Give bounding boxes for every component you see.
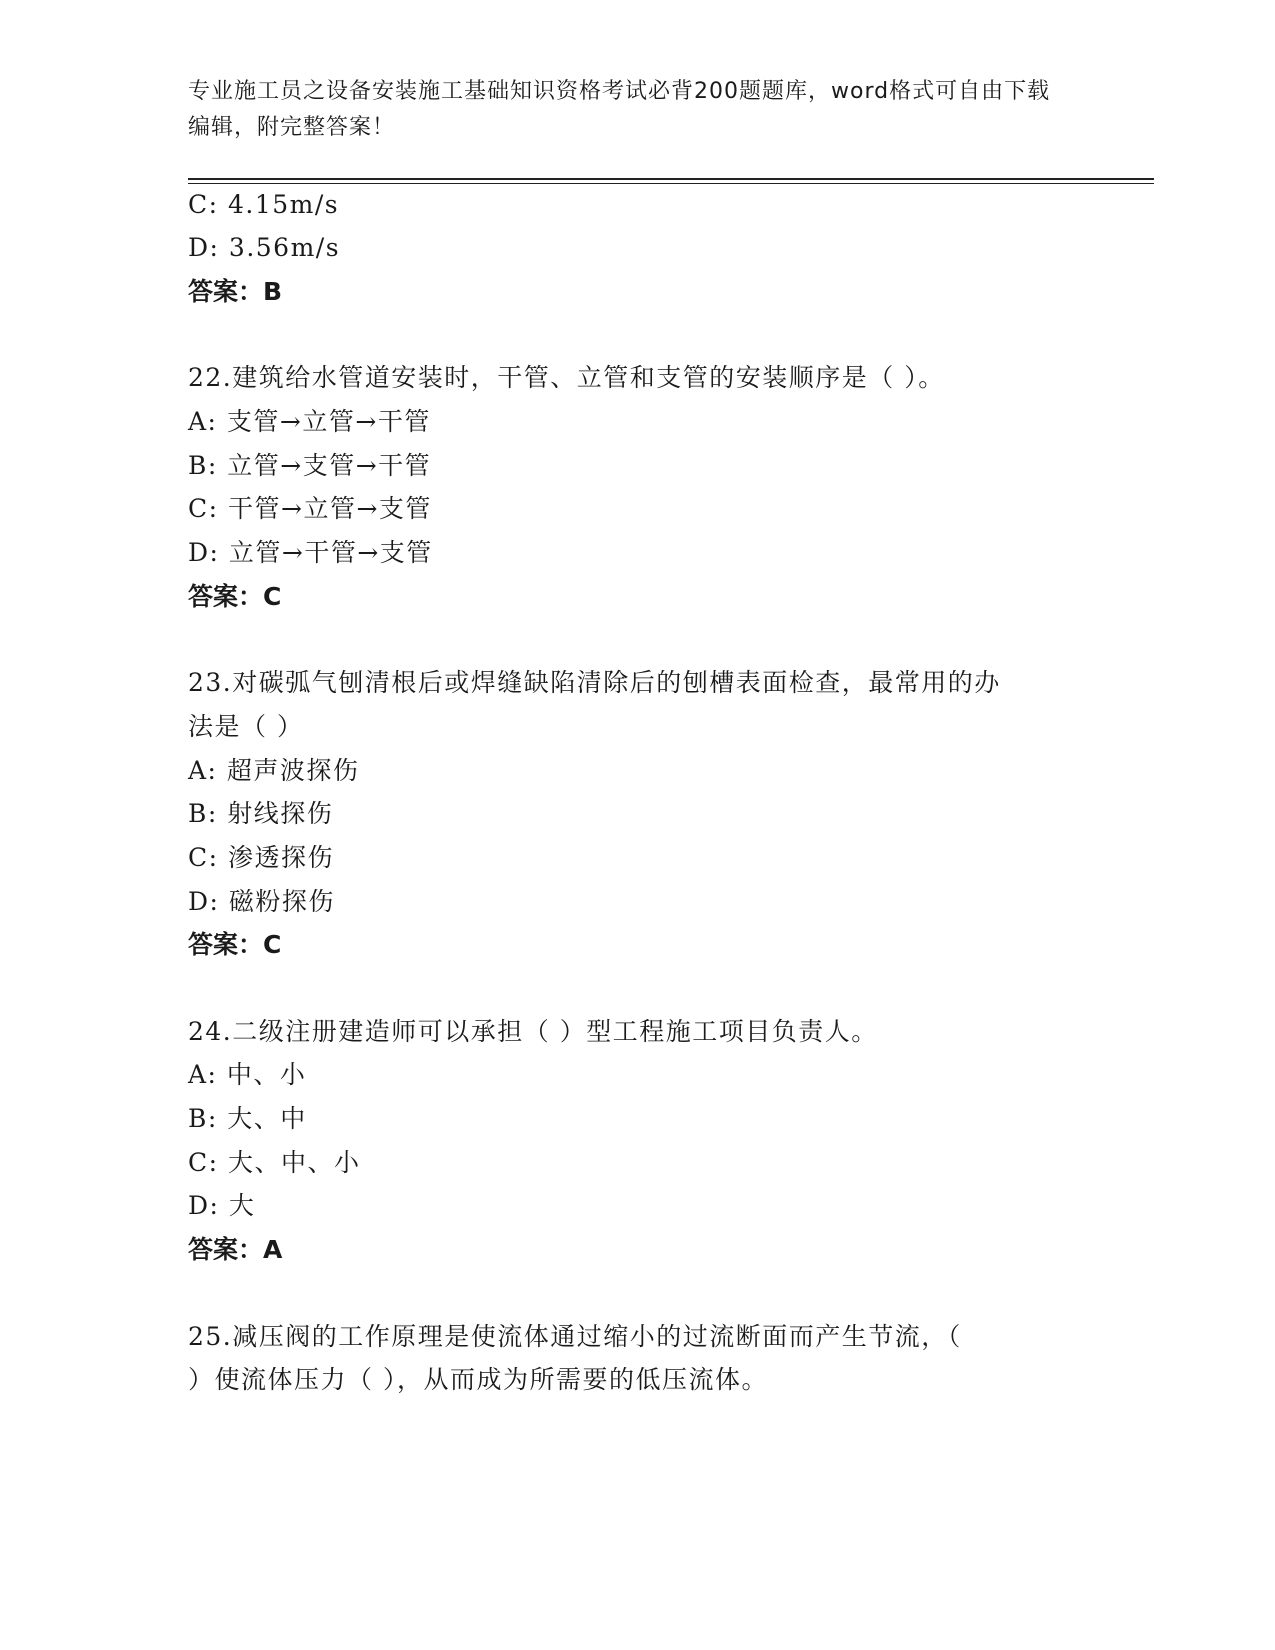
option-b: B: 射线探伤 [188,799,334,828]
option-a: A: 支管→立管→干管 [188,407,431,436]
option-d: D: 大 [188,1191,256,1220]
answer-line: 答案：C [188,930,282,959]
question-stem: 22.建筑给水管道安装时，干管、立管和支管的安装顺序是（ ）。 [188,363,945,392]
header-rule-thin [188,183,1154,184]
option-d: D: 3.56m/s [188,233,341,262]
question-stem-continued: ）使流体压力（ ），从而成为所需要的低压流体。 [188,1365,768,1394]
option-c: C: 渗透探伤 [188,843,334,872]
answer-line: 答案：C [188,582,282,611]
option-c: C: 4.15m/s [188,190,340,219]
option-b: B: 大、中 [188,1104,307,1133]
option-d: D: 磁粉探伤 [188,887,335,916]
question-stem: 25.减压阀的工作原理是使流体通过缩小的过流断面而产生节流，（ [188,1322,962,1351]
option-d: D: 立管→干管→支管 [188,538,433,567]
option-a: A: 中、小 [188,1060,307,1089]
header-rule-thick [188,178,1154,180]
answer-line: 答案：A [188,1235,283,1264]
question-stem-continued: 法是（ ） [188,712,304,741]
question-stem: 23.对碳弧气刨清根后或焊缝缺陷清除后的刨槽表面检查，最常用的办 [188,668,1001,697]
document-header: 专业施工员之设备安装施工基础知识资格考试必背200题题库，word格式可自由下载编辑，附完整答案！ [188,79,1051,140]
option-c: C: 大、中、小 [188,1148,361,1177]
option-a: A: 超声波探伤 [188,756,360,785]
option-b: B: 立管→支管→干管 [188,451,432,480]
option-c: C: 干管→立管→支管 [188,494,432,523]
question-stem: 24.二级注册建造师可以承担（ ）型工程施工项目负责人。 [188,1017,878,1046]
answer-line: 答案：B [188,277,283,306]
